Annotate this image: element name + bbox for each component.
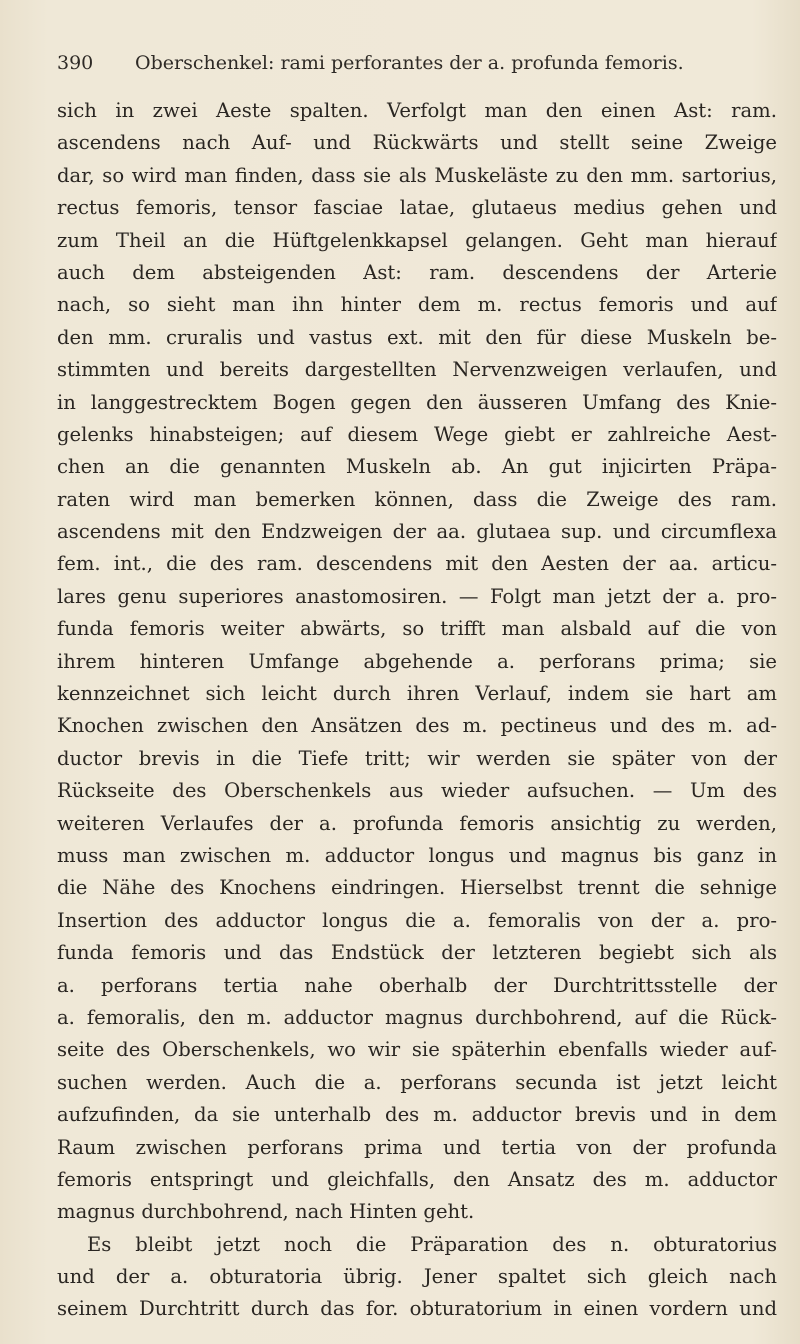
text-line: kennzeichnet sich leicht durch ihren Verlauf, indem sie hart am xyxy=(57,682,777,706)
text-line: Rückseite des Oberschenkels aus wieder aufsuchen. — Um des xyxy=(57,779,777,803)
text-line: sich in zwei Aeste spalten. Verfolgt man den einen Ast: ram. xyxy=(57,99,777,122)
text-line: stimmten und bereits dargestellten Nervenzweigen verlaufen, und xyxy=(57,358,777,382)
text-line: suchen werden. Auch die a. perforans secunda ist jetzt leicht xyxy=(57,1070,777,1094)
running-header xyxy=(57,50,777,76)
text-line: seinem Durchtritt durch das for. obturatorium in einen vordern und xyxy=(57,1297,777,1321)
text-line: funda femoris weiter abwärts, so trifft man alsbald auf die von xyxy=(57,617,777,641)
text-line: gelenks hinabsteigen; auf diesem Wege giebt er zahlreiche Aest- xyxy=(57,422,777,446)
text-line: ascendens nach Auf- und Rückwärts und stellt seine Zweige xyxy=(57,131,777,155)
text-line: a. perforans tertia nahe oberhalb der Durchtrittsstelle der xyxy=(57,973,777,997)
text-line: Raum zwischen perforans prima und tertia von der profunda xyxy=(57,1135,777,1159)
text-line: Knochen zwischen den Ansätzen des m. pectineus und des m. ad- xyxy=(57,714,777,738)
text-line: rectus femoris, tensor fasciae latae, glutaeus medius gehen und xyxy=(57,196,777,220)
page-number: 390 xyxy=(57,52,94,74)
text-line: femoris entspringt und gleichfalls, den Ansatz des m. adductor xyxy=(57,1167,777,1191)
text-line: magnus durchbohrend, nach Hinten geht. xyxy=(57,1200,475,1224)
text-line: in langgestrecktem Bogen gegen den äusseren Umfang des Knie- xyxy=(57,390,777,414)
text-line: ductor brevis in die Tiefe tritt; wir werden sie später von der xyxy=(57,746,777,770)
text-line: raten wird man bemerken können, dass die Zweige des ram. xyxy=(57,487,777,511)
body-text xyxy=(57,95,777,1326)
text-line: ihrem hinteren Umfange abgehende a. perforans prima; sie xyxy=(57,649,777,673)
text-line: ascendens mit den Endzweigen der aa. glutaea sup. und circumflexa xyxy=(57,520,777,544)
text-line: Insertion des adductor longus die a. femoralis von der a. pro- xyxy=(57,908,777,932)
text-line: aufzufinden, da sie unterhalb des m. adductor brevis und in dem xyxy=(57,1103,777,1127)
text-line: weiteren Verlaufes der a. profunda femoris ansichtig zu werden, xyxy=(57,811,777,835)
text-line: funda femoris und das Endstück der letzteren begiebt sich als xyxy=(57,941,777,965)
text-line: chen an die genannten Muskeln ab. An gut injicirten Präpa- xyxy=(57,455,777,479)
text-line: muss man zwischen m. adductor longus und magnus bis ganz in xyxy=(57,843,777,867)
text-line: Es bleibt jetzt noch die Präparation des n. obturatorius xyxy=(87,1232,777,1256)
text-line: die Nähe des Knochens eindringen. Hierselbst trennt die sehnige xyxy=(57,876,777,900)
text-line: und der a. obturatoria übrig. Jener spaltet sich gleich nach xyxy=(57,1265,777,1289)
text-line: nach, so sieht man ihn hinter dem m. rectus femoris und auf xyxy=(57,293,777,317)
text-line: dar, so wird man finden, dass sie als Muskeläste zu den mm. sartorius, xyxy=(57,163,777,187)
text-line: den mm. cruralis und vastus ext. mit den für diese Muskeln be- xyxy=(57,325,777,349)
text-line: auch dem absteigenden Ast: ram. descendens der Arterie xyxy=(57,260,777,284)
text-line: lares genu superiores anastomosiren. — Folgt man jetzt der a. pro- xyxy=(57,584,777,608)
text-line: a. femoralis, den m. adductor magnus durchbohrend, auf die Rück- xyxy=(57,1005,777,1029)
text-line: fem. int., die des ram. descendens mit den Aesten der aa. articu- xyxy=(57,552,777,576)
running-title: Oberschenkel: rami perforantes der a. profunda femoris. xyxy=(135,52,684,74)
text-line: seite des Oberschenkels, wo wir sie späterhin ebenfalls wieder auf- xyxy=(57,1038,777,1062)
text-line: zum Theil an die Hüftgelenkkapsel gelangen. Geht man hierauf xyxy=(57,228,777,252)
